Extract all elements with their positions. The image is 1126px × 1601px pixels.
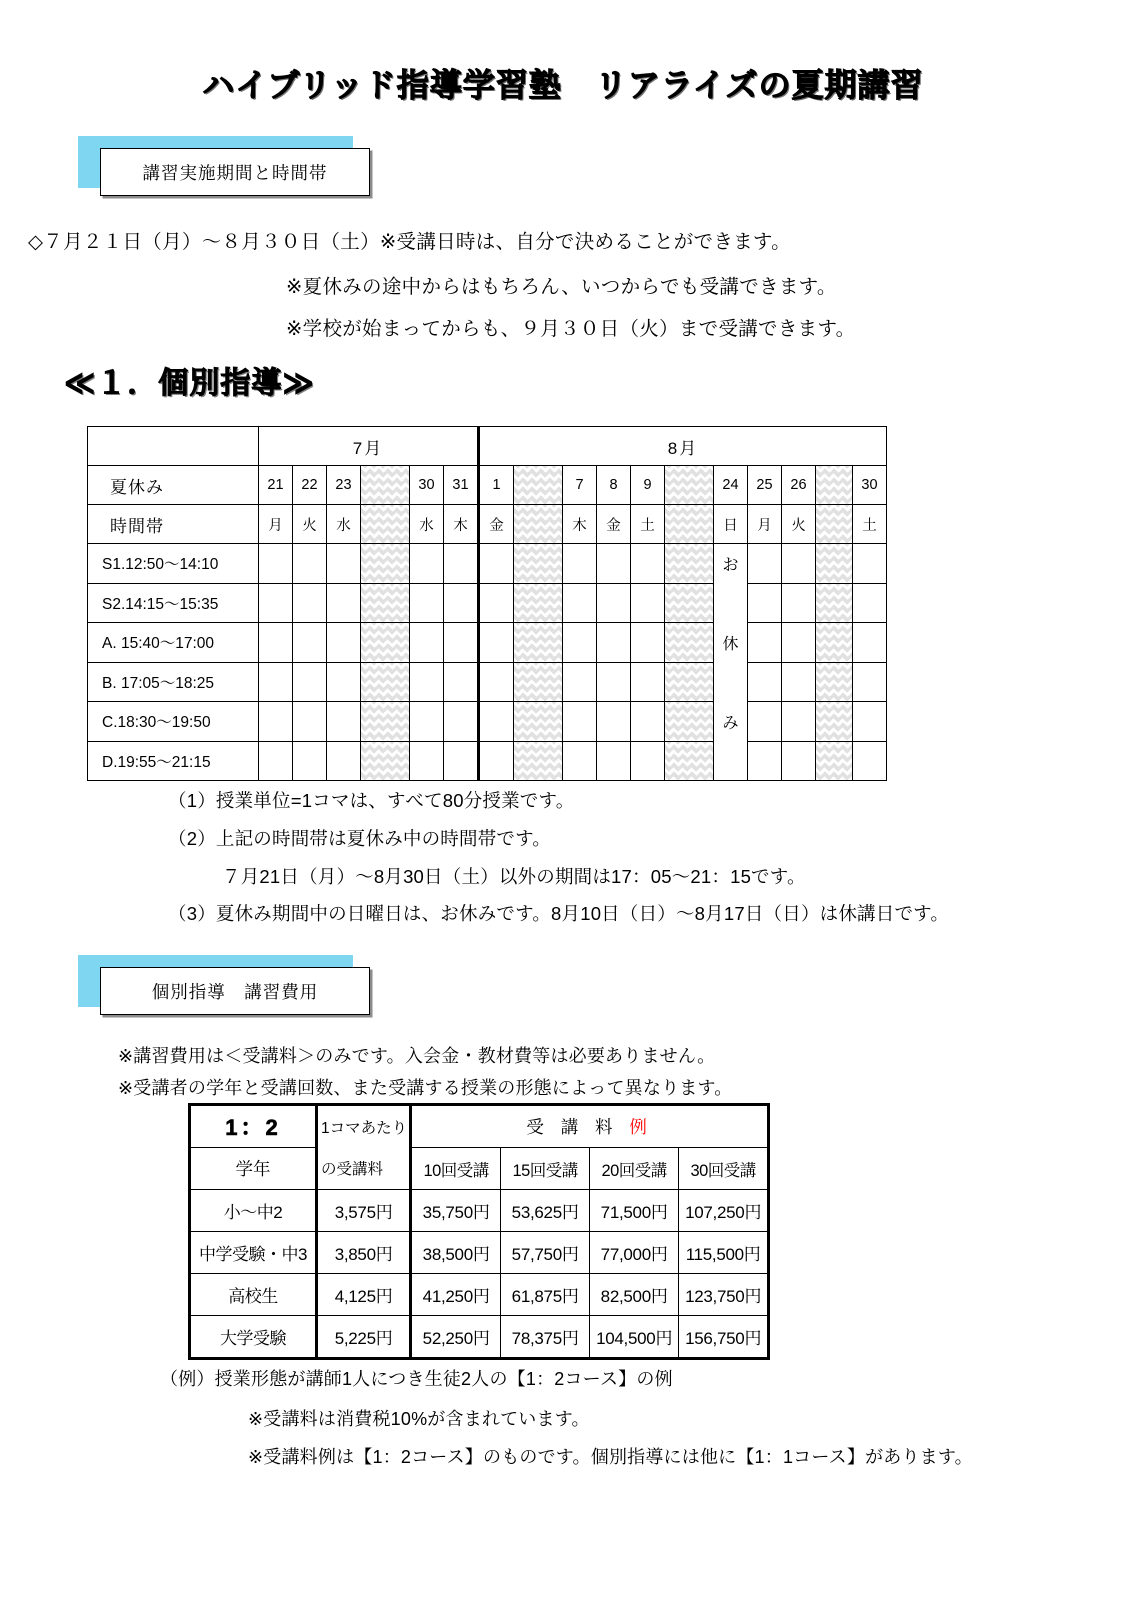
- zigzag-break-icon: [816, 505, 852, 544]
- schedule-month-header: 8月: [479, 427, 887, 466]
- section-header-fee: [78, 955, 378, 1017]
- schedule-empty-cell: [259, 741, 293, 781]
- fee-unit-price-cell: 3,850円: [317, 1232, 411, 1274]
- period-line-1: ◇７月２１日（月）～８月３０日（土）※受講日時は、自分で決めることができます。: [28, 231, 791, 253]
- schedule-gap-cell: [816, 466, 853, 505]
- schedule-weekday-cell: 月: [259, 505, 293, 544]
- schedule-slot-row: [88, 544, 887, 584]
- schedule-empty-cell: [748, 702, 782, 742]
- schedule-empty-cell: [479, 583, 514, 623]
- schedule-weekday-cell: 金: [479, 505, 514, 544]
- schedule-empty-cell: [444, 623, 479, 663]
- schedule-empty-cell: [327, 544, 361, 584]
- schedule-timeslot-label: S2.14:15～15:35: [88, 583, 259, 623]
- schedule-empty-cell: [259, 662, 293, 702]
- schedule-weekday-cell: 日: [714, 505, 748, 544]
- schedule-empty-cell: [631, 544, 665, 584]
- schedule-empty-cell: [479, 623, 514, 663]
- fee-price-cell: 82,500円: [590, 1274, 679, 1316]
- fee-price-cell: 77,000円: [590, 1232, 679, 1274]
- fee-note-bottom-3: ※受講料例は【1：2コース】のものです。個別指導には他に【1：1コース】があります。: [248, 1447, 973, 1467]
- schedule-gap-cell: [361, 702, 410, 742]
- zigzag-break-icon: [361, 741, 409, 781]
- schedule-slot-row: [88, 741, 887, 781]
- schedule-empty-cell: [410, 544, 444, 584]
- schedule-empty-cell: [597, 741, 631, 781]
- schedule-timeslot-label: C.18:30～19:50: [88, 702, 259, 742]
- fee-count-header: 30回受講: [679, 1148, 769, 1190]
- section-header-period-label: 講習実施期間と時間帯: [142, 162, 328, 183]
- schedule-gap-cell: [361, 466, 410, 505]
- schedule-empty-cell: [293, 623, 327, 663]
- schedule-date-cell: 8: [597, 466, 631, 505]
- schedule-timeslot-label: A. 15:40～17:00: [88, 623, 259, 663]
- schedule-empty-cell: [853, 702, 887, 742]
- schedule-empty-cell: [327, 702, 361, 742]
- schedule-empty-cell: [597, 544, 631, 584]
- schedule-gap-cell: [514, 544, 563, 584]
- schedule-empty-cell: [444, 544, 479, 584]
- schedule-empty-cell: [563, 583, 597, 623]
- schedule-empty-cell: [782, 544, 816, 584]
- section-header-box-2: [100, 967, 370, 1015]
- schedule-gap-cell: [514, 505, 563, 544]
- schedule-empty-cell: [293, 662, 327, 702]
- schedule-slot-row: [88, 583, 887, 623]
- schedule-empty-cell: [631, 583, 665, 623]
- zigzag-break-icon: [361, 583, 409, 623]
- fee-price-cell: 57,750円: [501, 1232, 590, 1274]
- schedule-gap-cell: [665, 466, 714, 505]
- schedule-empty-cell: [597, 662, 631, 702]
- schedule-empty-cell: [293, 583, 327, 623]
- zigzag-break-icon: [665, 583, 713, 623]
- zigzag-break-icon: [665, 662, 713, 702]
- schedule-gap-cell: [816, 702, 853, 742]
- schedule-date-cell: 21: [259, 466, 293, 505]
- schedule-closed-cell: [714, 741, 748, 781]
- schedule-empty-cell: [631, 662, 665, 702]
- schedule-note-2b: ７月21日（月）～8月30日（土）以外の期間は17：05～21：15です。: [222, 866, 806, 887]
- schedule-date-cell: 9: [631, 466, 665, 505]
- zigzag-break-icon: [816, 741, 852, 781]
- zigzag-break-icon: [816, 544, 852, 584]
- schedule-empty-cell: [563, 623, 597, 663]
- schedule-gap-cell: [361, 662, 410, 702]
- schedule-gap-cell: [361, 544, 410, 584]
- zigzag-break-icon: [361, 702, 409, 742]
- schedule-timeslot-label: D.19:55～21:15: [88, 741, 259, 781]
- fee-price-cell: 53,625円: [501, 1190, 590, 1232]
- schedule-empty-cell: [444, 741, 479, 781]
- fee-span-header: 受 講 料 例: [411, 1105, 769, 1148]
- fee-price-cell: 52,250円: [411, 1316, 501, 1359]
- schedule-gap-cell: [665, 662, 714, 702]
- zigzag-break-icon: [816, 623, 852, 663]
- schedule-empty-cell: [748, 741, 782, 781]
- schedule-note-2: （2）上記の時間帯は夏休み中の時間帯です。: [168, 828, 552, 849]
- fee-count-header: 10回受講: [411, 1148, 501, 1190]
- schedule-empty-cell: [410, 583, 444, 623]
- fee-unit-price-cell: 3,575円: [317, 1190, 411, 1232]
- fee-count-header: 15回受講: [501, 1148, 590, 1190]
- schedule-empty-cell: [259, 583, 293, 623]
- fee-price-cell: 71,500円: [590, 1190, 679, 1232]
- fee-price-cell: 115,500円: [679, 1232, 769, 1274]
- schedule-empty-cell: [410, 741, 444, 781]
- fee-price-cell: 156,750円: [679, 1316, 769, 1359]
- page-title: ハイブリッド指導学習塾 リアライズの夏期講習: [202, 67, 924, 103]
- schedule-empty-cell: [327, 583, 361, 623]
- schedule-empty-cell: [259, 702, 293, 742]
- schedule-closed-cell: み: [714, 702, 748, 742]
- schedule-empty-cell: [748, 583, 782, 623]
- schedule-gap-cell: [665, 583, 714, 623]
- schedule-empty-cell: [410, 702, 444, 742]
- zigzag-break-icon: [361, 544, 409, 584]
- fee-grade-cell: 高校生: [190, 1274, 317, 1316]
- section-header-box: [100, 148, 370, 196]
- zigzag-break-icon: [665, 544, 713, 584]
- schedule-gap-cell: [816, 623, 853, 663]
- schedule-weekday-cell: 水: [410, 505, 444, 544]
- schedule-date-cell: 1: [479, 466, 514, 505]
- zigzag-break-icon: [816, 702, 852, 742]
- zigzag-break-icon: [816, 583, 852, 623]
- schedule-gap-cell: [665, 702, 714, 742]
- zigzag-break-icon: [514, 662, 562, 702]
- schedule-gap-cell: [361, 505, 410, 544]
- schedule-empty-cell: [597, 702, 631, 742]
- fee-unit-label-line1: 1コマあたり: [317, 1105, 411, 1148]
- schedule-empty-cell: [748, 623, 782, 663]
- fee-table-row: [190, 1232, 769, 1274]
- zigzag-break-icon: [665, 505, 713, 544]
- schedule-empty-cell: [479, 544, 514, 584]
- schedule-empty-cell: [327, 623, 361, 663]
- schedule-gap-cell: [361, 741, 410, 781]
- zigzag-break-icon: [514, 741, 562, 781]
- schedule-empty-cell: [327, 741, 361, 781]
- schedule-empty-cell: [444, 662, 479, 702]
- schedule-gap-cell: [816, 741, 853, 781]
- section-header-period: [78, 136, 378, 198]
- schedule-note-3: （3）夏休み期間中の日曜日は、お休みです。8月10日（日）～8月17日（日）は休講日です。: [168, 903, 950, 924]
- zigzag-break-icon: [514, 505, 562, 544]
- schedule-weekday-cell: 木: [563, 505, 597, 544]
- section-header-fee-label: 個別指導 講習費用: [151, 981, 319, 1002]
- schedule-gap-cell: [514, 623, 563, 663]
- schedule-weekday-cell: 木: [444, 505, 479, 544]
- fee-table-row: [190, 1190, 769, 1232]
- fee-unit-label-line2: の受講料: [317, 1148, 411, 1190]
- schedule-empty-cell: [631, 623, 665, 663]
- schedule-weekday-cell: 水: [327, 505, 361, 544]
- schedule-gap-cell: [665, 741, 714, 781]
- schedule-gap-cell: [665, 544, 714, 584]
- schedule-empty-cell: [853, 544, 887, 584]
- schedule-date-cell: 25: [748, 466, 782, 505]
- schedule-gap-cell: [514, 466, 563, 505]
- zigzag-break-icon: [361, 505, 409, 544]
- schedule-gap-cell: [665, 505, 714, 544]
- fee-price-cell: 123,750円: [679, 1274, 769, 1316]
- schedule-empty-cell: [748, 662, 782, 702]
- schedule-date-cell: 7: [563, 466, 597, 505]
- schedule-empty-cell: [631, 702, 665, 742]
- fee-price-cell: 61,875円: [501, 1274, 590, 1316]
- schedule-gap-cell: [816, 544, 853, 584]
- schedule-empty-cell: [563, 662, 597, 702]
- schedule-empty-cell: [327, 662, 361, 702]
- private-tutoring-heading: ≪１．個別指導≫: [64, 367, 315, 400]
- schedule-empty-cell: [410, 662, 444, 702]
- schedule-weekday-cell: 火: [293, 505, 327, 544]
- fee-note-bottom-1: （例）授業形態が講師1人につき生徒2人の【1：2コース】の例: [160, 1369, 673, 1389]
- schedule-empty-cell: [853, 662, 887, 702]
- zigzag-break-icon: [514, 623, 562, 663]
- schedule-date-cell: 31: [444, 466, 479, 505]
- schedule-closed-cell: [714, 662, 748, 702]
- fee-example-badge: 例: [629, 1117, 653, 1137]
- fee-grade-cell: 小～中2: [190, 1190, 317, 1232]
- period-line-3: ※学校が始まってからも、９月３０日（火）まで受講できます。: [286, 318, 856, 340]
- schedule-empty-cell: [853, 741, 887, 781]
- schedule-slot-row: [88, 662, 887, 702]
- zigzag-break-icon: [816, 662, 852, 702]
- schedule-month-row: [88, 427, 887, 466]
- schedule-empty-cell: [259, 544, 293, 584]
- zigzag-break-icon: [816, 466, 852, 505]
- schedule-empty-cell: [563, 702, 597, 742]
- zigzag-break-icon: [665, 466, 713, 505]
- fee-price-cell: 78,375円: [501, 1316, 590, 1359]
- schedule-date-cell: 24: [714, 466, 748, 505]
- schedule-timeslot-label: B. 17:05～18:25: [88, 662, 259, 702]
- schedule-label-timeslot: 時間帯: [88, 505, 259, 544]
- schedule-weekday-cell: 土: [631, 505, 665, 544]
- zigzag-break-icon: [361, 466, 409, 505]
- schedule-weekday-cell: 月: [748, 505, 782, 544]
- schedule-weekday-cell: 土: [853, 505, 887, 544]
- fee-price-cell: 35,750円: [411, 1190, 501, 1232]
- schedule-timeslot-label: S1.12:50～14:10: [88, 544, 259, 584]
- schedule-month-header: 7月: [259, 427, 479, 466]
- fee-unit-price-cell: 4,125円: [317, 1274, 411, 1316]
- zigzag-break-icon: [514, 583, 562, 623]
- schedule-empty-cell: [853, 623, 887, 663]
- schedule-empty-cell: [631, 741, 665, 781]
- schedule-empty-cell: [410, 623, 444, 663]
- schedule-empty-cell: [782, 623, 816, 663]
- fee-header-row-1: [190, 1105, 769, 1148]
- schedule-weekday-cell: 金: [597, 505, 631, 544]
- schedule-empty-cell: [597, 623, 631, 663]
- period-line-2: ※夏休みの途中からはもちろん、いつからでも受講できます。: [286, 276, 837, 298]
- schedule-empty-cell: [748, 544, 782, 584]
- schedule-gap-cell: [816, 505, 853, 544]
- zigzag-break-icon: [514, 702, 562, 742]
- schedule-date-cell: 30: [853, 466, 887, 505]
- zigzag-break-icon: [361, 662, 409, 702]
- schedule-closed-cell: お: [714, 544, 748, 584]
- schedule-date-row: [88, 466, 887, 505]
- schedule-empty-cell: [782, 702, 816, 742]
- schedule-empty-cell: [782, 583, 816, 623]
- schedule-label-summer: 夏休み: [88, 466, 259, 505]
- schedule-slot-row: [88, 702, 887, 742]
- schedule-empty-cell: [782, 741, 816, 781]
- schedule-gap-cell: [361, 623, 410, 663]
- schedule-weekday-cell: 火: [782, 505, 816, 544]
- schedule-closed-cell: 休: [714, 623, 748, 663]
- schedule-empty-cell: [444, 702, 479, 742]
- schedule-date-cell: 22: [293, 466, 327, 505]
- schedule-corner-blank: [88, 427, 259, 466]
- schedule-gap-cell: [514, 583, 563, 623]
- schedule-gap-cell: [514, 741, 563, 781]
- schedule-empty-cell: [597, 583, 631, 623]
- schedule-weekday-row: [88, 505, 887, 544]
- schedule-empty-cell: [563, 741, 597, 781]
- zigzag-break-icon: [665, 741, 713, 781]
- fee-table-row: [190, 1316, 769, 1359]
- schedule-gap-cell: [514, 702, 563, 742]
- schedule-empty-cell: [479, 702, 514, 742]
- schedule-empty-cell: [853, 583, 887, 623]
- schedule-gap-cell: [361, 583, 410, 623]
- fee-table-row: [190, 1274, 769, 1316]
- fee-grade-cell: 中学受験・中3: [190, 1232, 317, 1274]
- fee-note-top-1: ※講習費用は＜受講料＞のみです。入会金・教材費等は必要ありません。: [118, 1046, 716, 1066]
- schedule-slot-row: [88, 623, 887, 663]
- schedule-empty-cell: [293, 544, 327, 584]
- schedule-gap-cell: [665, 623, 714, 663]
- fee-count-header: 20回受講: [590, 1148, 679, 1190]
- schedule-gap-cell: [816, 583, 853, 623]
- schedule-gap-cell: [514, 662, 563, 702]
- zigzag-break-icon: [514, 466, 562, 505]
- fee-note-bottom-2: ※受講料は消費税10%が含まれています。: [248, 1409, 590, 1429]
- zigzag-break-icon: [361, 623, 409, 663]
- schedule-date-cell: 23: [327, 466, 361, 505]
- schedule-empty-cell: [293, 741, 327, 781]
- fee-price-cell: 104,500円: [590, 1316, 679, 1359]
- schedule-empty-cell: [479, 741, 514, 781]
- schedule-empty-cell: [563, 544, 597, 584]
- zigzag-break-icon: [514, 544, 562, 584]
- schedule-date-cell: 30: [410, 466, 444, 505]
- fee-price-cell: 41,250円: [411, 1274, 501, 1316]
- schedule-table: [87, 426, 887, 781]
- fee-note-top-2: ※受講者の学年と受講回数、また受講する授業の形態によって異なります。: [118, 1078, 733, 1098]
- schedule-note-1: （1）授業単位=1コマは、すべて80分授業です。: [168, 790, 575, 811]
- schedule-empty-cell: [293, 702, 327, 742]
- schedule-empty-cell: [444, 583, 479, 623]
- fee-header-row-2: [190, 1148, 769, 1190]
- zigzag-break-icon: [665, 623, 713, 663]
- fee-price-cell: 107,250円: [679, 1190, 769, 1232]
- fee-price-cell: 38,500円: [411, 1232, 501, 1274]
- schedule-gap-cell: [816, 662, 853, 702]
- fee-grade-cell: 大学受験: [190, 1316, 317, 1359]
- fee-ratio-label: 1：2: [190, 1105, 317, 1148]
- fee-grade-header: 学年: [190, 1148, 317, 1190]
- schedule-empty-cell: [479, 662, 514, 702]
- fee-unit-price-cell: 5,225円: [317, 1316, 411, 1359]
- schedule-closed-cell: [714, 583, 748, 623]
- zigzag-break-icon: [665, 702, 713, 742]
- schedule-empty-cell: [782, 662, 816, 702]
- schedule-date-cell: 26: [782, 466, 816, 505]
- fee-table: [188, 1103, 770, 1360]
- schedule-empty-cell: [259, 623, 293, 663]
